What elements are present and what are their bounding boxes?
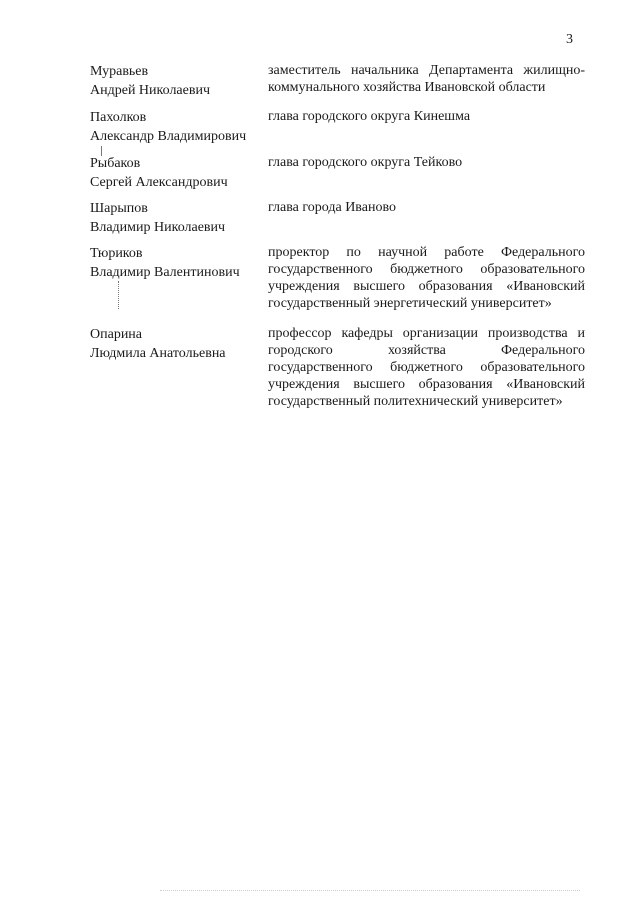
member-name [90,199,260,237]
member-name [90,325,260,363]
member-surname: Шарыпов [90,201,148,216]
member-position: профессор кафедры организации производства и городского хозяйства Федерального государственного бюджетного образовательного учреждения высшего образования «Ивановский государственный политехнический университет» [268,326,585,409]
scan-artifact-line [160,890,580,893]
member-surname: Пахолков [90,110,147,125]
member-position: заместитель начальника Департамента жилищно-коммунального хозяйства Ивановской области [268,63,585,95]
member-surname: Тюриков [90,246,143,261]
member-position: проректор по научной работе Федерального государственного бюджетного образовательного учреждения высшего образования «Ивановский государственный энергетический университет» [268,245,585,311]
page-number: 3 [566,32,573,47]
member-surname: Опарина [90,327,143,342]
member-given-names: Сергей Александрович [90,175,228,190]
member-position: глава городского округа Тейково [268,155,463,170]
member-given-names: Андрей Николаевич [90,83,210,98]
member-given-names: Владимир Николаевич [90,220,226,235]
member-surname: Муравьев [90,64,149,79]
member-name [90,154,260,192]
member-surname: Рыбаков [90,156,141,171]
member-position: глава города Иваново [268,200,396,215]
scan-mark [118,281,119,309]
member-position: глава городского округа Кинешма [268,109,471,124]
member-name [90,62,260,100]
member-given-names: Людмила Анатольевна [90,346,226,361]
member-name [90,108,260,146]
member-given-names: Александр Владимирович [90,129,247,144]
member-given-names: Владимир Валентинович [90,265,240,280]
member-name [90,244,260,282]
